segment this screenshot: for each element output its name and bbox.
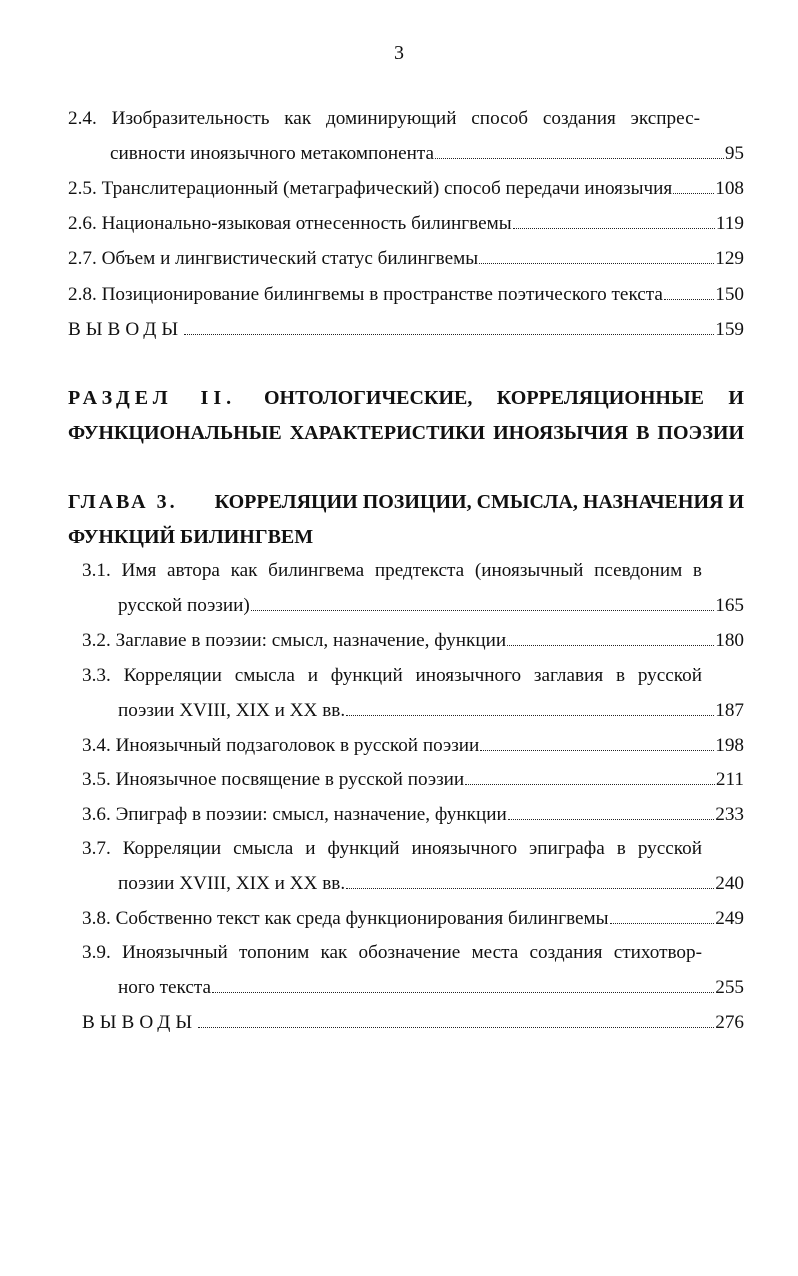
dot-leader xyxy=(198,1027,714,1028)
dot-leader xyxy=(513,228,715,229)
toc-page-number: 255 xyxy=(715,977,744,998)
toc-entry-2-6[interactable] xyxy=(68,211,744,237)
dot-leader xyxy=(610,923,715,924)
dot-leader xyxy=(479,263,714,264)
toc-entry-text: русской поэзии) xyxy=(118,595,250,616)
dot-leader xyxy=(184,334,714,335)
toc-entry-text: сивности иноязычного метакомпонента xyxy=(110,143,435,164)
dot-leader xyxy=(480,750,714,751)
dot-leader xyxy=(212,992,714,993)
toc-entry-text: 3.2. Заглавие в поэзии: смысл, назначение, функции xyxy=(82,630,507,651)
toc-entry-text: 2.5. Транслитерационный (метаграфический) способ передачи иноязычия xyxy=(68,178,673,199)
part-2-heading-line2: ФУНКЦИОНАЛЬНЫЕ ХАРАКТЕРИСТИКИ ИНОЯЗЫЧИЯ В ПОЭЗИИ xyxy=(68,422,744,444)
toc-entry-text: 2.8. Позиционирование билингвемы в пространстве поэтического текста xyxy=(68,284,663,305)
dot-leader xyxy=(465,784,715,785)
dot-leader xyxy=(673,193,714,194)
chapter-title-start: КОРРЕЛЯЦИИ ПОЗИЦИИ, СМЫСЛА, НАЗНАЧЕНИЯ И xyxy=(214,491,744,513)
dot-leader xyxy=(346,715,714,716)
toc-page-number: 119 xyxy=(715,213,744,234)
toc-entry-2-4[interactable] xyxy=(110,141,744,167)
toc-entry-text: ВЫВОДЫ xyxy=(82,1012,198,1033)
toc-entry-text: ВЫВОДЫ xyxy=(68,319,184,340)
toc-page-number: 240 xyxy=(715,873,744,894)
toc-entry-3-7-line1: 3.7. Корреляции смысла и функций иноязычного эпиграфа в русской xyxy=(82,838,702,859)
toc-entry-2-5[interactable] xyxy=(68,176,744,202)
toc-entry-2-7[interactable] xyxy=(68,246,744,272)
toc-page-number: 129 xyxy=(715,248,744,269)
toc-entry-conclusions-3[interactable] xyxy=(82,1010,744,1036)
dot-leader xyxy=(435,158,724,159)
toc-entry-text: ного текста xyxy=(118,977,212,998)
toc-entry-text: 2.6. Национально-языковая отнесенность билингвемы xyxy=(68,213,512,234)
toc-page-number: 249 xyxy=(715,908,744,929)
dot-leader xyxy=(507,645,714,646)
toc-page-number: 233 xyxy=(715,804,744,825)
toc-entry-3-6[interactable] xyxy=(82,802,744,828)
toc-entry-3-7[interactable] xyxy=(118,871,744,897)
part-number: II. xyxy=(200,387,237,409)
toc-entry-text: 3.6. Эпиграф в поэзии: смысл, назначение, функции xyxy=(82,804,507,825)
toc-entry-text: поэзии XVIII, XIX и XX вв. xyxy=(118,700,346,721)
part-2-heading-line1 xyxy=(68,385,744,411)
toc-entry-text: поэзии XVIII, XIX и XX вв. xyxy=(118,873,346,894)
toc-entry-3-2[interactable] xyxy=(82,628,744,654)
toc-page-number: 276 xyxy=(715,1012,744,1033)
toc-entry-3-9-line1: 3.9. Иноязычный топоним как обозначение места создания стихотвор- xyxy=(82,942,702,963)
toc-page-number: 165 xyxy=(715,595,744,616)
chapter-label: ГЛАВА 3. xyxy=(68,491,178,513)
toc-entry-text: 3.5. Иноязычное посвящение в русской поэзии xyxy=(82,769,465,790)
toc-page-number: 95 xyxy=(724,143,744,164)
toc-entry-conclusions-2[interactable] xyxy=(68,317,744,343)
toc-entry-3-3[interactable] xyxy=(118,698,744,724)
toc-page-number: 198 xyxy=(715,735,744,756)
toc-page-number: 108 xyxy=(715,178,744,199)
toc-entry-3-3-line1: 3.3. Корреляции смысла и функций иноязычного заглавия в русской xyxy=(82,665,702,686)
toc-entry-3-1[interactable] xyxy=(118,593,744,619)
toc-page-number: 187 xyxy=(715,700,744,721)
toc-entry-3-4[interactable] xyxy=(82,733,744,759)
chapter-3-heading-line1 xyxy=(68,489,744,515)
part-label: РАЗДЕЛ xyxy=(68,387,173,409)
toc-page-number: 159 xyxy=(715,319,744,340)
dot-leader xyxy=(664,299,714,300)
dot-leader xyxy=(346,888,714,889)
toc-entry-2-4-line1: 2.4. Изобразительность как доминирующий способ создания экспрес- xyxy=(68,108,700,129)
toc-entry-3-1-line1: 3.1. Имя автора как билингвема предтекста (иноязычный псевдоним в xyxy=(82,560,702,581)
toc-page-number: 180 xyxy=(715,630,744,651)
chapter-3-heading-line2: ФУНКЦИЙ БИЛИНГВЕМ xyxy=(68,526,314,548)
part-title-start: ОНТОЛОГИЧЕСКИЕ, КОРРЕЛЯЦИОННЫЕ И xyxy=(263,387,744,409)
toc-entry-3-9[interactable] xyxy=(118,975,744,1001)
dot-leader xyxy=(251,610,714,611)
toc-entry-text: 2.7. Объем и лингвистический статус билингвемы xyxy=(68,248,479,269)
toc-entry-text: 3.4. Иноязычный подзаголовок в русской поэзии xyxy=(82,735,480,756)
dot-leader xyxy=(508,819,714,820)
toc-entry-3-8[interactable] xyxy=(82,906,744,932)
page-number: 3 xyxy=(394,42,404,64)
toc-entry-3-5[interactable] xyxy=(82,767,744,793)
toc-entry-text: 3.8. Собственно текст как среда функционирования билингвемы xyxy=(82,908,609,929)
toc-page-number: 211 xyxy=(715,769,744,790)
toc-page-number: 150 xyxy=(715,284,744,305)
toc-entry-2-8[interactable] xyxy=(68,282,744,308)
